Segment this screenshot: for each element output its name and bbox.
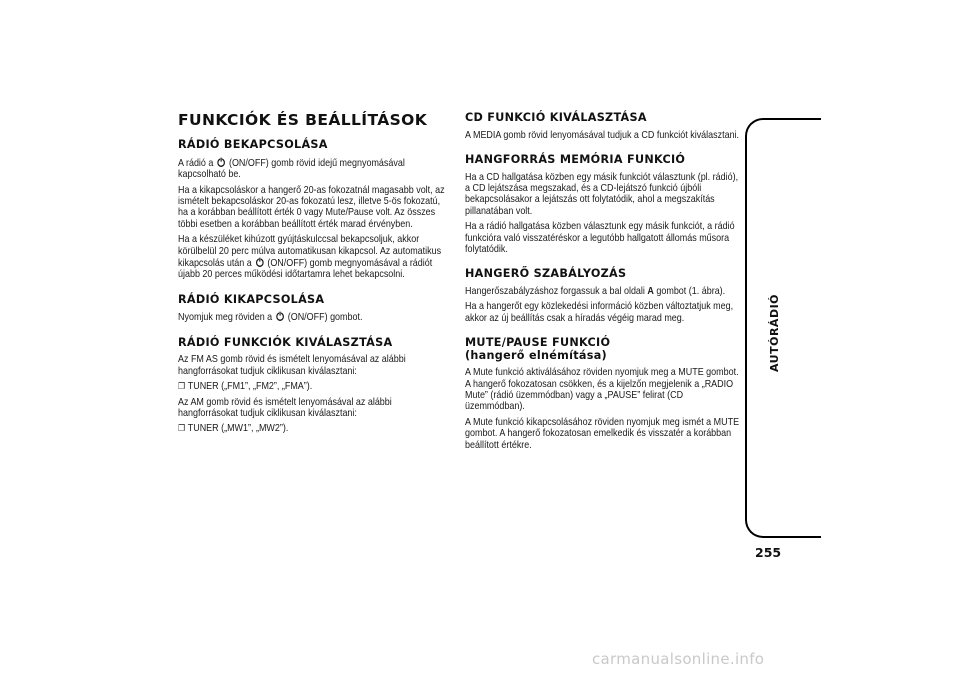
- paragraph: A MEDIA gomb rövid lenyomásával tudjuk a CD funkciót kiválasztani.: [465, 129, 740, 141]
- heading-radio-on: RÁDIÓ BEKAPCSOLÁSA: [178, 138, 328, 152]
- power-icon: [217, 157, 226, 167]
- bullet-square-icon: ❒: [178, 423, 186, 434]
- left-column: [178, 112, 450, 439]
- heading-radio-functions: RÁDIÓ FUNKCIÓK KIVÁLASZTÁSA: [178, 335, 393, 349]
- heading-cd-function: CD FUNKCIÓ KIVÁLASZTÁSA: [465, 111, 647, 124]
- bullet-item: ❒ TUNER („MW1”, „MW2”).: [178, 423, 289, 435]
- paragraph: Az FM AS gomb rövid és ismételt lenyomásával az alábbi hangforrásokat tudjuk ciklikusan kiválasztani:: [178, 354, 406, 377]
- page-title: FUNKCIÓK ÉS BEÁLLÍTÁSOK: [178, 111, 428, 129]
- paragraph: Hangerőszabályzáshoz forgassuk a bal oldali A gombot (1. ábra).: [465, 285, 726, 297]
- heading-volume: HANGERŐ SZABÁLYOZÁS: [465, 267, 627, 281]
- paragraph: Ha a rádió hallgatása közben választunk egy másik funkciót, a rádió funkcióra való visszatéréskor a legutóbb hallgatott állomás műsora folytatódik.: [465, 221, 735, 255]
- heading-mute-subtitle: (hangerő elnémítása): [465, 348, 607, 362]
- paragraph: A Mute funkció kikapcsolásához röviden nyomjuk meg ismét a MUTE gombot. A hangerő fokozatosan emelkedik és visszatér a korábban beállított értékre.: [465, 416, 740, 451]
- section-tab-label: AUTÓRÁDIÓ: [768, 293, 781, 372]
- bullet-square-icon: ❒: [178, 381, 186, 392]
- page-number: 255: [755, 545, 782, 560]
- power-icon: [276, 311, 285, 321]
- paragraph: Ha a készüléket kihúzott gyújtáskulccsal bekapcsoljuk, akkor körülbelül 20 perc múlva automatikusan kikapcsol. Az automatikus kikapcsolás után a (ON/OFF) gomb megnyomásával a rádiót újabb 20 perces működési időtartamra lehet bekapcsolni.: [178, 234, 442, 281]
- bullet-item: ❒ TUNER („FM1”, „FM2”, „FMA”).: [178, 381, 313, 393]
- power-icon: [255, 257, 264, 267]
- heading-source-memory: HANGFORRÁS MEMÓRIA FUNKCIÓ: [465, 152, 686, 166]
- heading-mute-pause: MUTE/PAUSE FUNKCIÓ: [465, 336, 611, 350]
- paragraph: Nyomjuk meg röviden a (ON/OFF) gombot.: [178, 312, 363, 324]
- section-tab-border: [745, 118, 821, 538]
- paragraph: Az AM gomb rövid és ismételt lenyomásával az alábbi hangforrásokat tudjuk ciklikusan kiválasztani:: [178, 396, 392, 419]
- paragraph: Ha a hangerőt egy közlekedési információ közben változtatjuk meg, akkor az új beállítás csak a híradás végéig marad meg.: [465, 301, 734, 324]
- paragraph: A Mute funkció aktiválásához röviden nyomjuk meg a MUTE gombot. A hangerő fokozatosan csökken, és a kijelzőn megjelenik a „RADIO Mute” (rádió üzemmódban) vagy a „PAUSE” felirat (CD üzemmódban).: [465, 367, 739, 413]
- paragraph: Ha a kikapcsoláskor a hangerő 20-as fokozatnál magasabb volt, az ismételt bekapcsoláskor 20-as fokozatú lesz, illetve 5-ös fokozatú, ha a korábban beállított érték 0 vagy Mute/Pause volt. Az összes többi esetben a korábban beállított érték marad érvényben.: [178, 184, 445, 230]
- paragraph: Ha a CD hallgatása közben egy másik funkciót választunk (pl. rádió), a CD lejátszása megszakad, és a CD-lejátszó funkció újbóli bekapcsolásakor a lejátszás ott folytatódik, ahol a megszakítás pillanatában volt.: [465, 171, 739, 217]
- heading-radio-off: RÁDIÓ KIKAPCSOLÁSA: [178, 292, 325, 306]
- watermark: carmanualsonline.info: [592, 650, 765, 668]
- paragraph: A rádió a (ON/OFF) gomb rövid idejű megnyomásával kapcsolható be.: [178, 157, 405, 181]
- right-column: [465, 112, 743, 455]
